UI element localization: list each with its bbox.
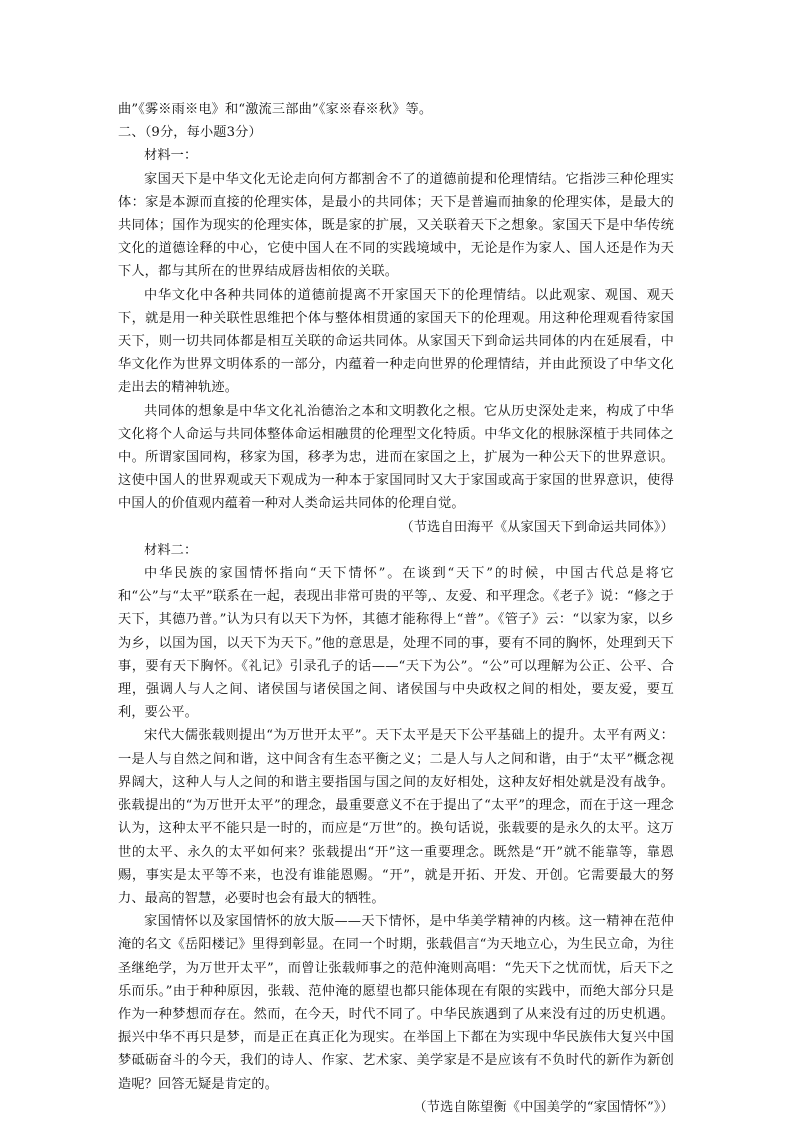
material-two <box>118 539 674 1119</box>
material-two-paragraph-1: 中华民族的家国情怀指向“天下情怀”。在谈到“天下”的时候，中国古代总是将它和“公”与“太平”联系在一起，表现出非常可贵的平等,、友爱、和平理念。《老子》说：“修之于天下，其德乃普。”认为只有以天下为怀，其德才能称得上“普”。《管子》云：“以家为家，以乡为乡，以国为国，以天下为天下。”他的意思是，处理不同的事，要有不同的胸怀，处理到天下事，要有天下胸怀。《礼记》引录孔子的话——“天下为公”。“公”可以理解为公正、公平、合理，强调人与人之间、诸侯国与诸侯国之间、诸侯国与中央政权之间的相处，要友爱，要互利，要公平。 <box>118 566 674 721</box>
material-one <box>118 144 674 538</box>
opening-line: 曲”《雾※雨※电》和“激流三部曲”《家※春※秋》等。 <box>118 102 433 117</box>
material-one-paragraph-1: 家国天下是中华文化无论走向何方都割舍不了的道德前提和伦理情结。它指涉三种伦理实体：家是本源而直接的伦理实体，是最小的共同体；天下是普遍而抽象的伦理实体，是最大的共同体；国作为现实的伦理实体，既是家的扩展，又关联着天下之想象。家国天下是中华传统文化的道德诠释的中心，它使中国人在不同的实践境域中，无论是作为家人、国人还是作为天下人，都与其所在的世界结成唇齿相依的关联。 <box>118 171 674 280</box>
material-two-label: 材料二： <box>144 542 198 558</box>
material-one-source: （节选自田海平《从家国天下到命运共同体》） <box>400 519 674 535</box>
exam-page <box>118 98 674 1119</box>
material-one-paragraph-3: 共同体的想象是中华文化礼治德治之本和文明教化之根。它从历史深处走来，构成了中华文化将个人命运与共同体整体命运相融贯的伦理型文化特质。中华文化的根脉深植于共同体之中。所谓家国同构，移家为国，移孝为忠，进而在家国之上，扩展为一种公天下的世界意识。这使中国人的世界观或天下观成为一种本于家国同时又大于家国或高于家国的世界意识，使得中国人的价值观内蕴着一种对人类命运共同体的伦理自觉。 <box>118 403 674 512</box>
material-one-label: 材料一： <box>144 148 198 164</box>
material-two-source: （节选自陈望衡《中国美学的“家国情怀”》） <box>413 1099 674 1115</box>
material-two-paragraph-3: 家国情怀以及家国情怀的放大版——天下情怀，是中华美学精神的内核。这一精神在范仲淹的名文《岳阳楼记》里得到彰显。在同一个时期，张载倡言“为天地立心，为生民立命，为往圣继绝学，为万世开太平”，而曾让张载师事之的范仲淹则高唱：“先天下之忧而忧，后天下之乐而乐。”由于种种原因，张载、范仲淹的愿望也都只能体现在有限的实践中，而绝大部分只是作为一种梦想而存在。然而，在今天，时代不同了。中华民族遇到了从来没有过的历史机遇。振兴中华不再只是梦，而是正在真正化为现实。在举国上下都在为实现中华民族伟大复兴中国梦砥砺奋斗的今天，我们的诗人、作家、艺术家、美学家是不是应该有不负时代的新作为新创造呢？回答无疑是肯定的。 <box>118 914 674 1092</box>
section-heading: 二、（9分，每小题3分） <box>118 125 262 141</box>
material-one-paragraph-2: 中华文化中各种共同体的道德前提离不开家国天下的伦理情结。以此观家、观国、观天下，就是用一种关联性思维把个体与整体相贯通的家国天下的伦理观。用这种伦理观看待家国天下，则一切共同体都是相互关联的命运共同体。从家国天下到命运共同体的内在延展看，中华文化作为世界文明体系的一部分，内蕴着一种走向世界的伦理情结，并由此预设了中华文化走出去的精神轨迹。 <box>118 287 674 396</box>
material-two-paragraph-2: 宋代大儒张载则提出“为万世开太平”。天下太平是天下公平基础上的提升。太平有两义：一是人与自然之间和谐，这中间含有生态平衡之义；二是人与人之间和谐，由于“太平”概念视界阔大，这种人与人之间的和谐主要指国与国之间的友好相处，这种友好相处就是没有战争。张载提出的“为万世开太平”的理念，最重要意义不在于提出了“太平”的理念，而在于这一理念认为，这种太平不能只是一时的，而应是“万世”的。换句话说，张载要的是永久的太平。这万世的太平、永久的太平如何来？张载提出“开”这一重要理念。既然是“开”就不能靠等，靠恩赐，事实是太平等不来，也没有谁能恩赐。“开”，就是开拓、开发、开创。它需要最大的努力、最高的智慧，必要时也会有最大的牺牲。 <box>118 728 674 906</box>
